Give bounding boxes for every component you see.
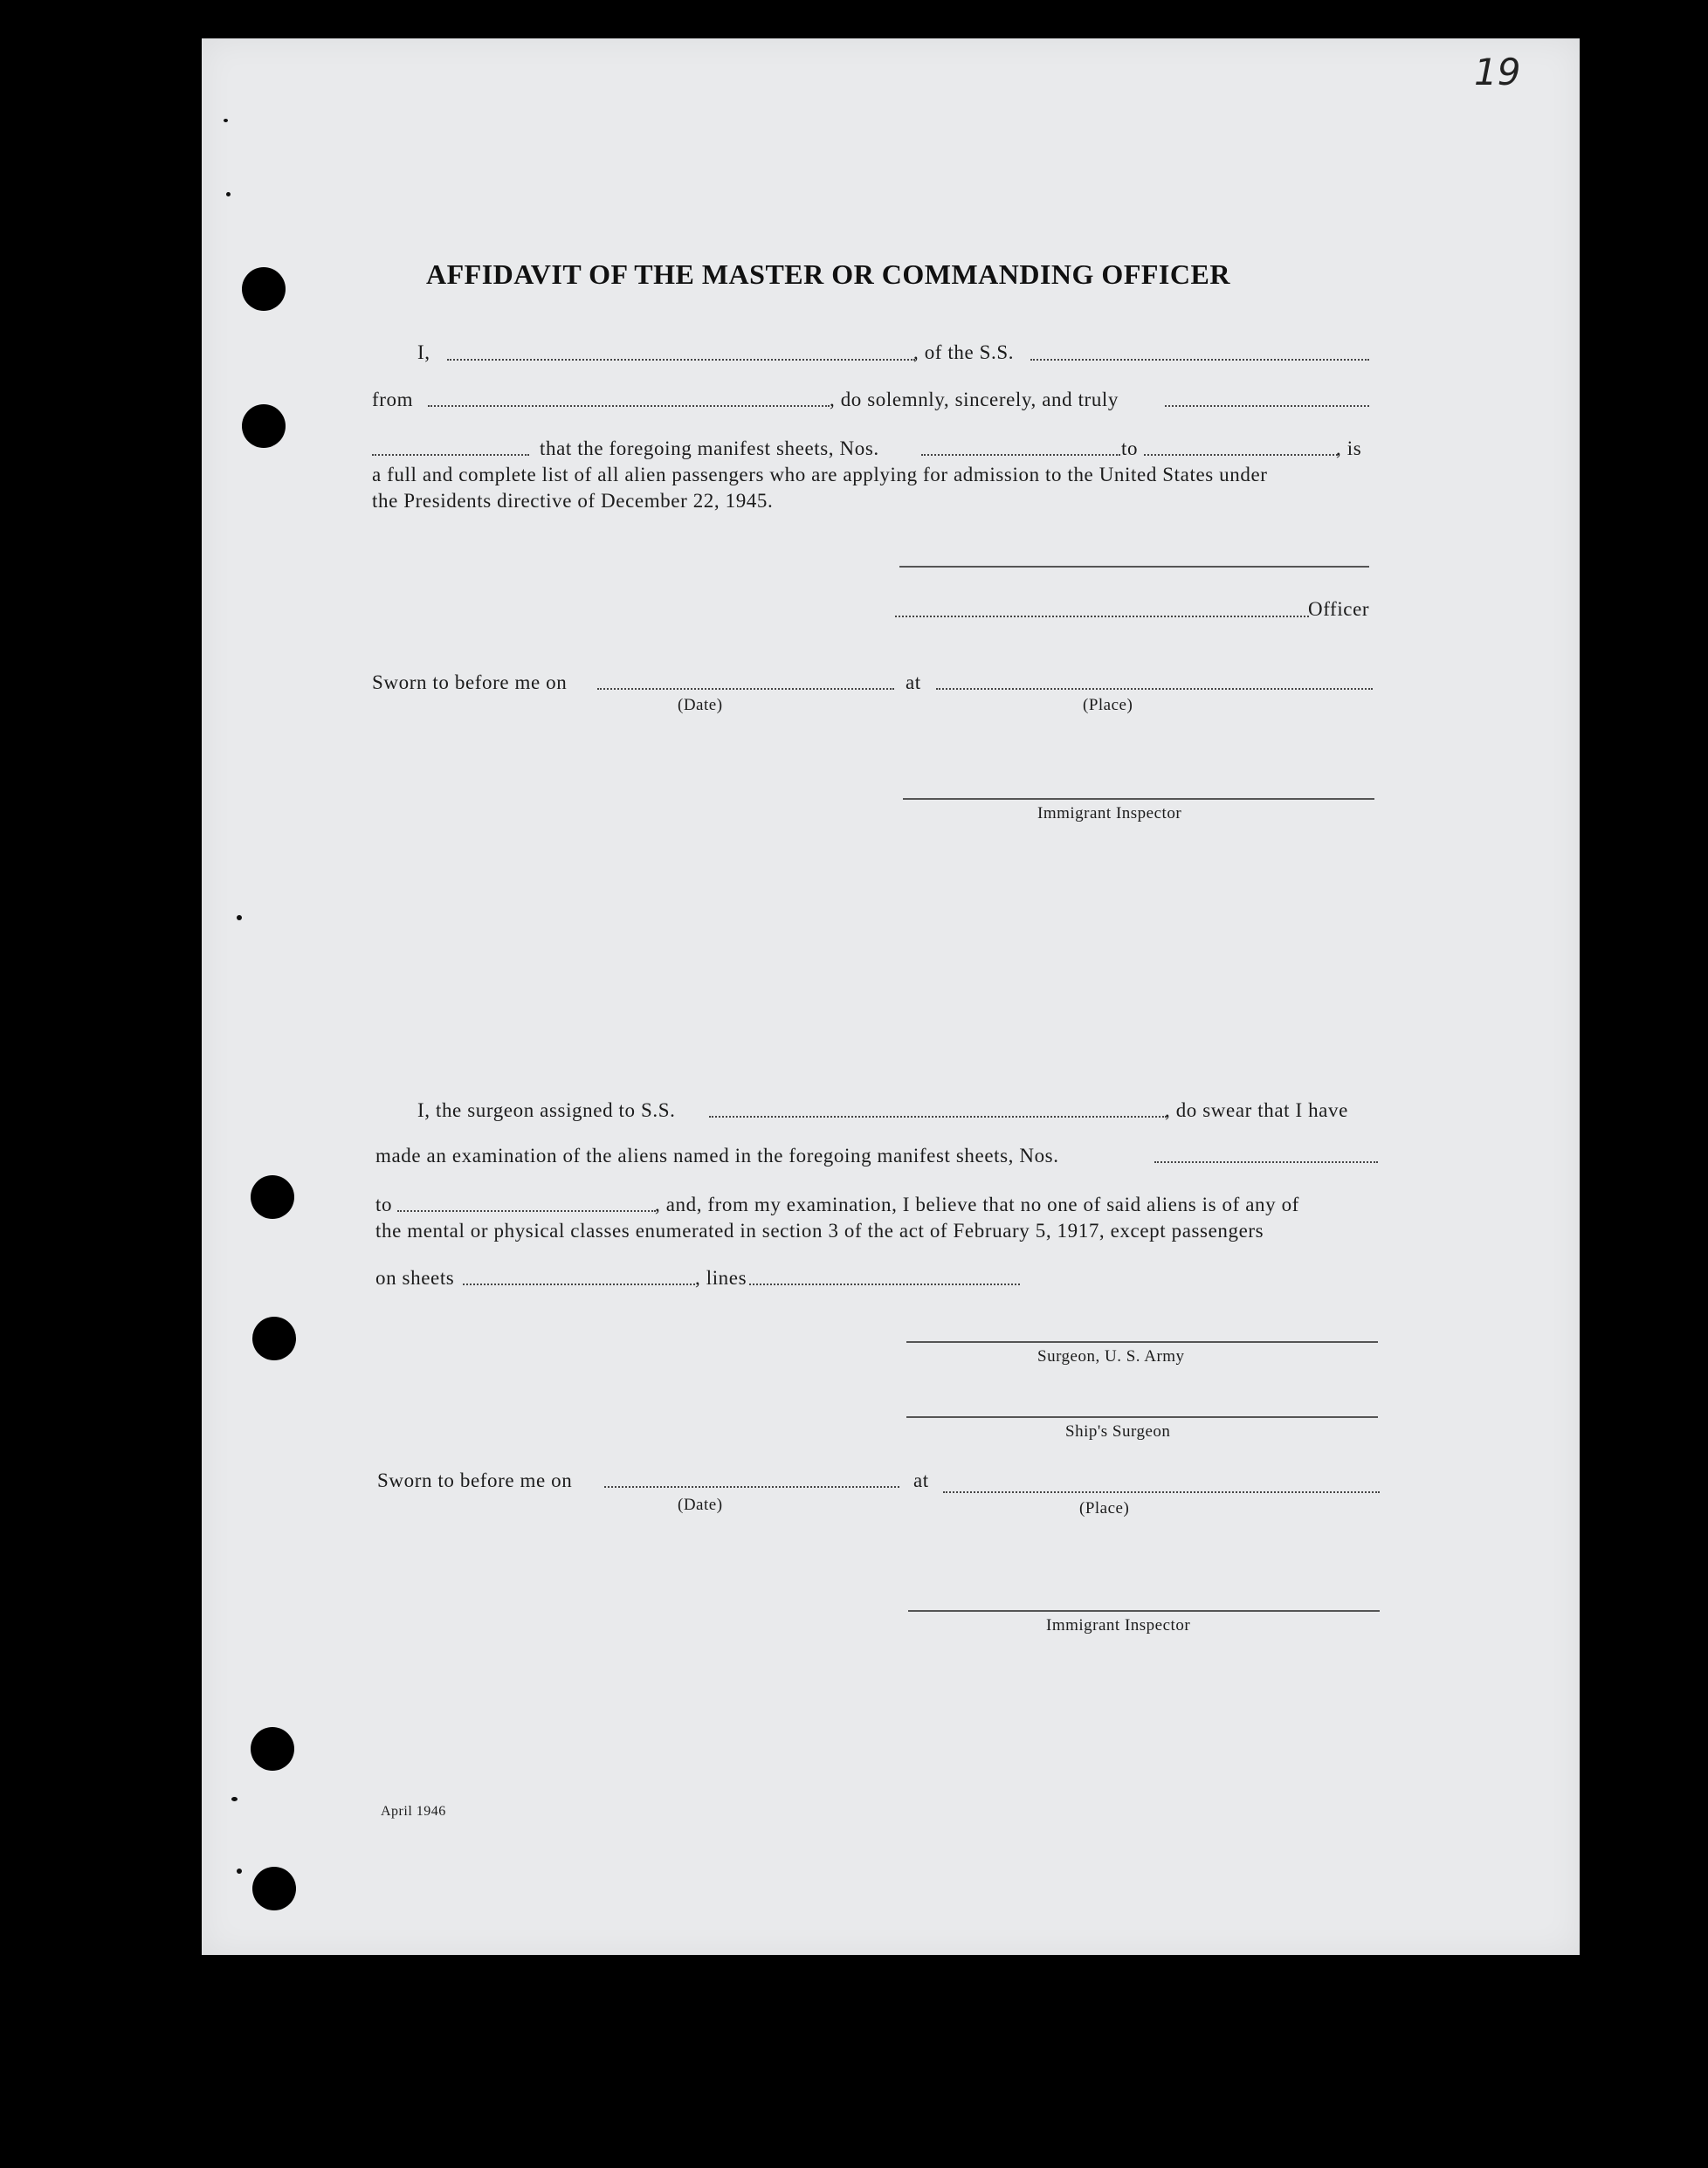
page-number: 19 bbox=[1474, 51, 1521, 93]
text-do-swear: , do swear that I have bbox=[1165, 1099, 1348, 1121]
punch-hole bbox=[251, 1175, 294, 1219]
text-surgeon-assigned: I, the surgeon assigned to S.S. bbox=[417, 1099, 676, 1121]
surgeon-place-caption: (Place) bbox=[1079, 1499, 1130, 1518]
oath-field[interactable] bbox=[1165, 405, 1369, 407]
place-caption: (Place) bbox=[1083, 696, 1133, 714]
text-at: at bbox=[906, 671, 921, 693]
surgeon-date-caption: (Date) bbox=[678, 1496, 723, 1514]
sheet-to-field[interactable] bbox=[1144, 454, 1338, 456]
text-manifest-sheets: that the foregoing manifest sheets, Nos. bbox=[540, 437, 879, 459]
text-is: , is bbox=[1336, 437, 1362, 459]
speck bbox=[226, 192, 231, 196]
surgeon-ship-field[interactable] bbox=[709, 1116, 1167, 1118]
punch-hole bbox=[252, 1317, 296, 1360]
verb-field[interactable] bbox=[372, 454, 529, 456]
inspector-caption: Immigrant Inspector bbox=[1037, 804, 1182, 822]
name-field[interactable] bbox=[447, 359, 915, 361]
text-of-ss: , of the S.S. bbox=[913, 341, 1015, 363]
master-signature-line[interactable] bbox=[899, 566, 1369, 568]
text-believe: , and, from my examination, I believe that no one of said aliens is of any of bbox=[655, 1194, 1299, 1215]
text-surgeon-sworn: Sworn to before me on bbox=[377, 1469, 573, 1491]
surgeon-sworn-place-field[interactable] bbox=[943, 1491, 1380, 1493]
officer-field[interactable] bbox=[895, 616, 1309, 617]
surgeon-sheet-to-field[interactable] bbox=[397, 1210, 656, 1212]
text-examination: made an examination of the aliens named in the foregoing manifest sheets, Nos. bbox=[375, 1145, 1059, 1167]
date-caption: (Date) bbox=[678, 696, 723, 714]
surgeon-inspector-signature-line[interactable] bbox=[908, 1610, 1380, 1612]
text-on-sheets: on sheets bbox=[375, 1267, 455, 1289]
exception-sheets-field[interactable] bbox=[463, 1284, 695, 1285]
text-directive: the Presidents directive of December 22, 1945. bbox=[372, 490, 774, 512]
text-lines: , lines bbox=[695, 1267, 747, 1289]
punch-hole bbox=[251, 1727, 294, 1771]
speck bbox=[237, 1869, 242, 1874]
punch-hole bbox=[242, 267, 286, 311]
text-classes: the mental or physical classes enumerated in section 3 of the act of February 5, 1917, except passengers bbox=[375, 1220, 1264, 1242]
exception-lines-field[interactable] bbox=[749, 1284, 1020, 1285]
document-page bbox=[202, 38, 1580, 1955]
speck bbox=[231, 1797, 238, 1801]
text-surgeon-at: at bbox=[913, 1469, 929, 1491]
army-surgeon-caption: Surgeon, U. S. Army bbox=[1037, 1347, 1185, 1366]
text-i: I, bbox=[417, 341, 430, 363]
sheet-from-field[interactable] bbox=[921, 454, 1120, 456]
text-from: from bbox=[372, 389, 414, 410]
form-date-footer: April 1946 bbox=[381, 1804, 446, 1819]
ship-surgeon-caption: Ship's Surgeon bbox=[1065, 1422, 1171, 1441]
army-surgeon-signature-line[interactable] bbox=[906, 1341, 1378, 1343]
page-title: AFFIDAVIT OF THE MASTER OR COMMANDING OFFICER bbox=[426, 258, 1230, 290]
speck bbox=[224, 119, 228, 122]
speck bbox=[237, 915, 242, 920]
surgeon-sworn-date-field[interactable] bbox=[604, 1486, 899, 1488]
text-full-list: a full and complete list of all alien passengers who are applying for admission to the United States under bbox=[372, 464, 1268, 485]
punch-hole bbox=[252, 1867, 296, 1910]
punch-hole bbox=[242, 404, 286, 448]
ship-field[interactable] bbox=[1030, 359, 1369, 361]
sworn-date-field[interactable] bbox=[597, 688, 894, 690]
text-sworn: Sworn to before me on bbox=[372, 671, 568, 693]
sworn-place-field[interactable] bbox=[936, 688, 1373, 690]
text-surgeon-to: to bbox=[375, 1194, 393, 1215]
ship-surgeon-signature-line[interactable] bbox=[906, 1416, 1378, 1418]
text-to: to bbox=[1121, 437, 1139, 459]
surgeon-sheet-from-field[interactable] bbox=[1154, 1161, 1378, 1163]
port-field[interactable] bbox=[428, 405, 830, 407]
officer-label: Officer bbox=[1308, 598, 1370, 620]
inspector-signature-line[interactable] bbox=[903, 798, 1374, 800]
surgeon-inspector-caption: Immigrant Inspector bbox=[1046, 1616, 1191, 1635]
text-solemnly: , do solemnly, sincerely, and truly bbox=[830, 389, 1119, 410]
